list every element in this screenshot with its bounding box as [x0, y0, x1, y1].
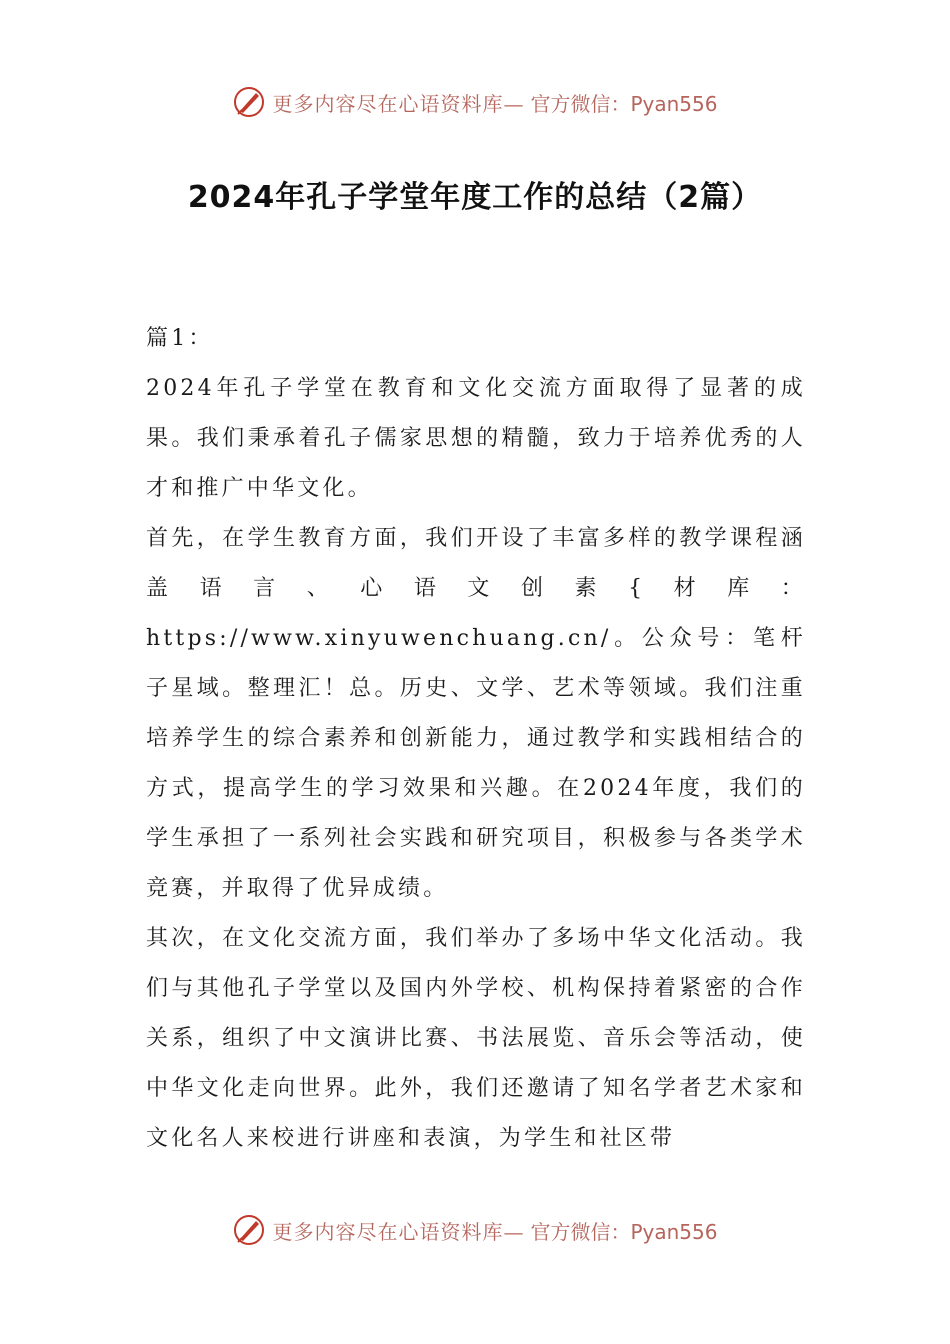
footer-banner	[0, 1210, 950, 1250]
document-body	[146, 314, 806, 1164]
paragraph: 首先，在学生教育方面，我们开设了丰富多样的教学课程涵盖语言、心语文创素{材库：https://www.xinyuwenchuang.cn/。公众号：笔杆子星域。整理汇！总。历史、文学、艺术等领域。我们注重培养学生的综合素养和创新能力，通过教学和实践相结合的方式，提高学生的学习效果和兴趣。在2024年度，我们的学生承担了一系列社会实践和研究项目，积极参与各类学术竞赛，并取得了优异成绩。	[146, 526, 806, 901]
quill-pen-logo-icon	[232, 1213, 266, 1247]
page-title: 2024年孔子学堂年度工作的总结（2篇）	[187, 180, 763, 215]
banner-wechat: 官方微信：Pyan556	[530, 91, 718, 116]
quill-pen-logo-icon	[232, 85, 266, 119]
banner-wechat: 官方微信：Pyan556	[530, 1219, 718, 1244]
header-banner	[0, 82, 950, 122]
banner-text: 更多内容尽在心语资料库—	[272, 1219, 525, 1244]
paragraph: 其次，在文化交流方面，我们举办了多场中华文化活动。我们与其他孔子学堂以及国内外学校、机构保持着紧密的合作关系，组织了中文演讲比赛、书法展览、音乐会等活动，使中华文化走向世界。此外，我们还邀请了知名学者艺术家和文化名人来校进行讲座和表演，为学生和社区带	[146, 926, 806, 1151]
paragraph: 2024年孔子学堂在教育和文化交流方面取得了显著的成果。我们秉承着孔子儒家思想的精髓，致力于培养优秀的人才和推广中华文化。	[146, 376, 806, 501]
section-label: 篇1：	[146, 326, 214, 351]
banner-text: 更多内容尽在心语资料库—	[272, 91, 525, 116]
